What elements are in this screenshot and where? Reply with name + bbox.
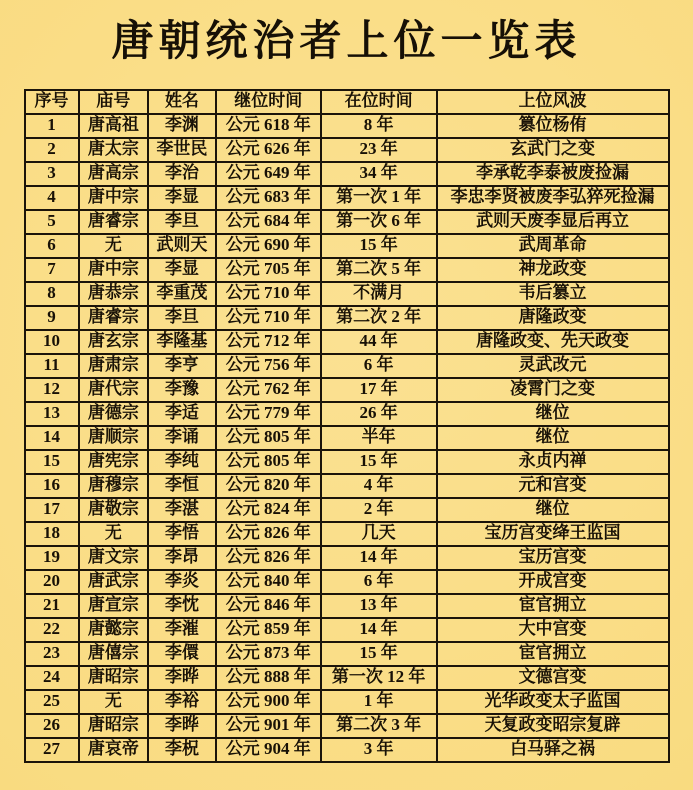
table-row xyxy=(25,426,669,450)
column-header-accession-year: 继位时间 xyxy=(216,90,321,114)
column-header-temple-name: 庙号 xyxy=(79,90,149,114)
cell-accession-turmoil: 宦官拥立 xyxy=(437,594,669,618)
table-row xyxy=(25,690,669,714)
cell-name: 李亨 xyxy=(148,354,216,378)
cell-name: 李昂 xyxy=(148,546,216,570)
cell-temple-name: 唐文宗 xyxy=(79,546,149,570)
table-row xyxy=(25,306,669,330)
cell-temple-name: 唐肃宗 xyxy=(79,354,149,378)
cell-accession-turmoil: 武则天废李显后再立 xyxy=(437,210,669,234)
cell-accession-year: 公元 824 年 xyxy=(216,498,321,522)
cell-index: 19 xyxy=(25,546,79,570)
cell-reign-duration: 8 年 xyxy=(321,114,437,138)
cell-accession-turmoil: 元和宫变 xyxy=(437,474,669,498)
cell-accession-year: 公元 900 年 xyxy=(216,690,321,714)
cell-name: 李柷 xyxy=(148,738,216,762)
cell-temple-name: 唐高祖 xyxy=(79,114,149,138)
cell-reign-duration: 第二次 5 年 xyxy=(321,258,437,282)
column-header-index: 序号 xyxy=(25,90,79,114)
cell-index: 16 xyxy=(25,474,79,498)
cell-accession-year: 公元 904 年 xyxy=(216,738,321,762)
cell-accession-turmoil: 李忠李贤被废李弘猝死捡漏 xyxy=(437,186,669,210)
cell-name: 李豫 xyxy=(148,378,216,402)
table-row xyxy=(25,378,669,402)
cell-reign-duration: 14 年 xyxy=(321,618,437,642)
cell-reign-duration: 17 年 xyxy=(321,378,437,402)
table-row xyxy=(25,210,669,234)
cell-index: 23 xyxy=(25,642,79,666)
cell-name: 李晔 xyxy=(148,666,216,690)
cell-accession-year: 公元 762 年 xyxy=(216,378,321,402)
cell-index: 24 xyxy=(25,666,79,690)
cell-index: 6 xyxy=(25,234,79,258)
cell-temple-name: 唐敬宗 xyxy=(79,498,149,522)
cell-accession-turmoil: 神龙政变 xyxy=(437,258,669,282)
cell-name: 李世民 xyxy=(148,138,216,162)
table-row xyxy=(25,186,669,210)
cell-temple-name: 唐宪宗 xyxy=(79,450,149,474)
cell-name: 李儇 xyxy=(148,642,216,666)
cell-accession-year: 公元 840 年 xyxy=(216,570,321,594)
column-header-reign-duration: 在位时间 xyxy=(321,90,437,114)
cell-accession-year: 公元 712 年 xyxy=(216,330,321,354)
cell-reign-duration: 第二次 3 年 xyxy=(321,714,437,738)
cell-reign-duration: 6 年 xyxy=(321,570,437,594)
cell-accession-turmoil: 韦后篡立 xyxy=(437,282,669,306)
page-title: 唐朝统治者上位一览表 xyxy=(111,19,582,65)
cell-temple-name: 唐哀帝 xyxy=(79,738,149,762)
cell-name: 李晔 xyxy=(148,714,216,738)
table-row xyxy=(25,354,669,378)
cell-accession-year: 公元 683 年 xyxy=(216,186,321,210)
cell-reign-duration: 15 年 xyxy=(321,450,437,474)
table-row xyxy=(25,594,669,618)
cell-accession-turmoil: 唐隆政变、先天政变 xyxy=(437,330,669,354)
cell-accession-turmoil: 凌霄门之变 xyxy=(437,378,669,402)
cell-name: 李纯 xyxy=(148,450,216,474)
cell-name: 李隆基 xyxy=(148,330,216,354)
cell-accession-turmoil: 唐隆政变 xyxy=(437,306,669,330)
cell-reign-duration: 6 年 xyxy=(321,354,437,378)
table-row xyxy=(25,546,669,570)
cell-temple-name: 唐德宗 xyxy=(79,402,149,426)
cell-name: 李湛 xyxy=(148,498,216,522)
cell-reign-duration: 4 年 xyxy=(321,474,437,498)
cell-reign-duration: 13 年 xyxy=(321,594,437,618)
table-row xyxy=(25,162,669,186)
cell-accession-turmoil: 光华政变太子监国 xyxy=(437,690,669,714)
rulers-table xyxy=(24,89,670,763)
cell-accession-turmoil: 继位 xyxy=(437,426,669,450)
cell-index: 13 xyxy=(25,402,79,426)
cell-name: 李漼 xyxy=(148,618,216,642)
cell-accession-turmoil: 灵武改元 xyxy=(437,354,669,378)
cell-reign-duration: 不满月 xyxy=(321,282,437,306)
cell-reign-duration: 15 年 xyxy=(321,234,437,258)
cell-index: 1 xyxy=(25,114,79,138)
cell-reign-duration: 15 年 xyxy=(321,642,437,666)
table-row xyxy=(25,282,669,306)
table-row xyxy=(25,738,669,762)
cell-name: 李旦 xyxy=(148,306,216,330)
cell-reign-duration: 23 年 xyxy=(321,138,437,162)
cell-name: 李重茂 xyxy=(148,282,216,306)
cell-temple-name: 唐代宗 xyxy=(79,378,149,402)
cell-accession-year: 公元 846 年 xyxy=(216,594,321,618)
table-row xyxy=(25,330,669,354)
cell-index: 15 xyxy=(25,450,79,474)
cell-index: 12 xyxy=(25,378,79,402)
cell-accession-turmoil: 天复政变昭宗复辟 xyxy=(437,714,669,738)
table-row xyxy=(25,114,669,138)
cell-name: 李适 xyxy=(148,402,216,426)
cell-name: 李悟 xyxy=(148,522,216,546)
column-header-accession-turmoil: 上位风波 xyxy=(437,90,669,114)
cell-reign-duration: 1 年 xyxy=(321,690,437,714)
cell-reign-duration: 第一次 6 年 xyxy=(321,210,437,234)
cell-name: 李旦 xyxy=(148,210,216,234)
cell-accession-year: 公元 826 年 xyxy=(216,522,321,546)
cell-accession-turmoil: 开成宫变 xyxy=(437,570,669,594)
cell-temple-name: 唐宣宗 xyxy=(79,594,149,618)
table-row xyxy=(25,618,669,642)
cell-accession-turmoil: 篡位杨侑 xyxy=(437,114,669,138)
cell-temple-name: 唐睿宗 xyxy=(79,306,149,330)
cell-accession-year: 公元 779 年 xyxy=(216,402,321,426)
cell-reign-duration: 几天 xyxy=(321,522,437,546)
cell-accession-year: 公元 826 年 xyxy=(216,546,321,570)
cell-accession-year: 公元 649 年 xyxy=(216,162,321,186)
cell-name: 李显 xyxy=(148,258,216,282)
cell-accession-year: 公元 873 年 xyxy=(216,642,321,666)
cell-temple-name: 唐太宗 xyxy=(79,138,149,162)
cell-accession-turmoil: 大中宫变 xyxy=(437,618,669,642)
table-row xyxy=(25,474,669,498)
cell-index: 14 xyxy=(25,426,79,450)
cell-accession-year: 公元 805 年 xyxy=(216,426,321,450)
cell-index: 22 xyxy=(25,618,79,642)
table-header xyxy=(25,90,669,114)
cell-reign-duration: 第一次 12 年 xyxy=(321,666,437,690)
cell-name: 李诵 xyxy=(148,426,216,450)
cell-name: 李忱 xyxy=(148,594,216,618)
table-row xyxy=(25,498,669,522)
cell-temple-name: 无 xyxy=(79,522,149,546)
cell-temple-name: 唐玄宗 xyxy=(79,330,149,354)
cell-accession-turmoil: 永贞内禅 xyxy=(437,450,669,474)
cell-accession-turmoil: 继位 xyxy=(437,402,669,426)
cell-index: 11 xyxy=(25,354,79,378)
cell-accession-year: 公元 690 年 xyxy=(216,234,321,258)
table-row xyxy=(25,234,669,258)
cell-temple-name: 唐昭宗 xyxy=(79,666,149,690)
cell-name: 李炎 xyxy=(148,570,216,594)
table-row xyxy=(25,450,669,474)
cell-reign-duration: 26 年 xyxy=(321,402,437,426)
cell-temple-name: 唐僖宗 xyxy=(79,642,149,666)
cell-name: 李裕 xyxy=(148,690,216,714)
cell-accession-year: 公元 805 年 xyxy=(216,450,321,474)
cell-index: 8 xyxy=(25,282,79,306)
cell-reign-duration: 3 年 xyxy=(321,738,437,762)
cell-accession-year: 公元 684 年 xyxy=(216,210,321,234)
cell-accession-year: 公元 618 年 xyxy=(216,114,321,138)
cell-temple-name: 唐穆宗 xyxy=(79,474,149,498)
cell-accession-turmoil: 李承乾李泰被废捡漏 xyxy=(437,162,669,186)
table-row xyxy=(25,570,669,594)
cell-accession-year: 公元 859 年 xyxy=(216,618,321,642)
cell-index: 10 xyxy=(25,330,79,354)
table-row xyxy=(25,138,669,162)
cell-index: 3 xyxy=(25,162,79,186)
cell-index: 5 xyxy=(25,210,79,234)
table-row xyxy=(25,258,669,282)
cell-index: 25 xyxy=(25,690,79,714)
cell-accession-year: 公元 888 年 xyxy=(216,666,321,690)
cell-accession-year: 公元 626 年 xyxy=(216,138,321,162)
cell-temple-name: 唐高宗 xyxy=(79,162,149,186)
cell-temple-name: 唐中宗 xyxy=(79,258,149,282)
table-row xyxy=(25,666,669,690)
cell-index: 18 xyxy=(25,522,79,546)
cell-name: 武则天 xyxy=(148,234,216,258)
cell-accession-year: 公元 710 年 xyxy=(216,282,321,306)
cell-accession-year: 公元 705 年 xyxy=(216,258,321,282)
cell-accession-turmoil: 宝历宫变 xyxy=(437,546,669,570)
cell-index: 2 xyxy=(25,138,79,162)
cell-accession-year: 公元 710 年 xyxy=(216,306,321,330)
table-row xyxy=(25,714,669,738)
cell-reign-duration: 14 年 xyxy=(321,546,437,570)
cell-name: 李治 xyxy=(148,162,216,186)
cell-index: 21 xyxy=(25,594,79,618)
cell-index: 17 xyxy=(25,498,79,522)
cell-index: 7 xyxy=(25,258,79,282)
cell-temple-name: 唐昭宗 xyxy=(79,714,149,738)
cell-temple-name: 唐顺宗 xyxy=(79,426,149,450)
cell-accession-turmoil: 宝历宫变绛王监国 xyxy=(437,522,669,546)
cell-name: 李恒 xyxy=(148,474,216,498)
cell-temple-name: 无 xyxy=(79,234,149,258)
cell-index: 20 xyxy=(25,570,79,594)
cell-accession-year: 公元 820 年 xyxy=(216,474,321,498)
table-row xyxy=(25,402,669,426)
header-row xyxy=(25,90,669,114)
cell-temple-name: 唐中宗 xyxy=(79,186,149,210)
cell-index: 27 xyxy=(25,738,79,762)
cell-temple-name: 唐恭宗 xyxy=(79,282,149,306)
cell-reign-duration: 半年 xyxy=(321,426,437,450)
table-row xyxy=(25,642,669,666)
cell-temple-name: 唐睿宗 xyxy=(79,210,149,234)
cell-reign-duration: 第二次 2 年 xyxy=(321,306,437,330)
cell-accession-year: 公元 756 年 xyxy=(216,354,321,378)
cell-reign-duration: 34 年 xyxy=(321,162,437,186)
cell-accession-turmoil: 文德宫变 xyxy=(437,666,669,690)
cell-reign-duration: 44 年 xyxy=(321,330,437,354)
cell-accession-turmoil: 宦官拥立 xyxy=(437,642,669,666)
cell-temple-name: 无 xyxy=(79,690,149,714)
cell-temple-name: 唐懿宗 xyxy=(79,618,149,642)
cell-reign-duration: 第一次 1 年 xyxy=(321,186,437,210)
column-header-name: 姓名 xyxy=(148,90,216,114)
cell-name: 李渊 xyxy=(148,114,216,138)
cell-temple-name: 唐武宗 xyxy=(79,570,149,594)
cell-index: 9 xyxy=(25,306,79,330)
cell-accession-turmoil: 继位 xyxy=(437,498,669,522)
cell-accession-turmoil: 玄武门之变 xyxy=(437,138,669,162)
cell-accession-turmoil: 武周革命 xyxy=(437,234,669,258)
cell-accession-turmoil: 白马驿之祸 xyxy=(437,738,669,762)
table-body xyxy=(25,114,669,762)
table-row xyxy=(25,522,669,546)
cell-index: 4 xyxy=(25,186,79,210)
cell-name: 李显 xyxy=(148,186,216,210)
cell-index: 26 xyxy=(25,714,79,738)
cell-accession-year: 公元 901 年 xyxy=(216,714,321,738)
cell-reign-duration: 2 年 xyxy=(321,498,437,522)
